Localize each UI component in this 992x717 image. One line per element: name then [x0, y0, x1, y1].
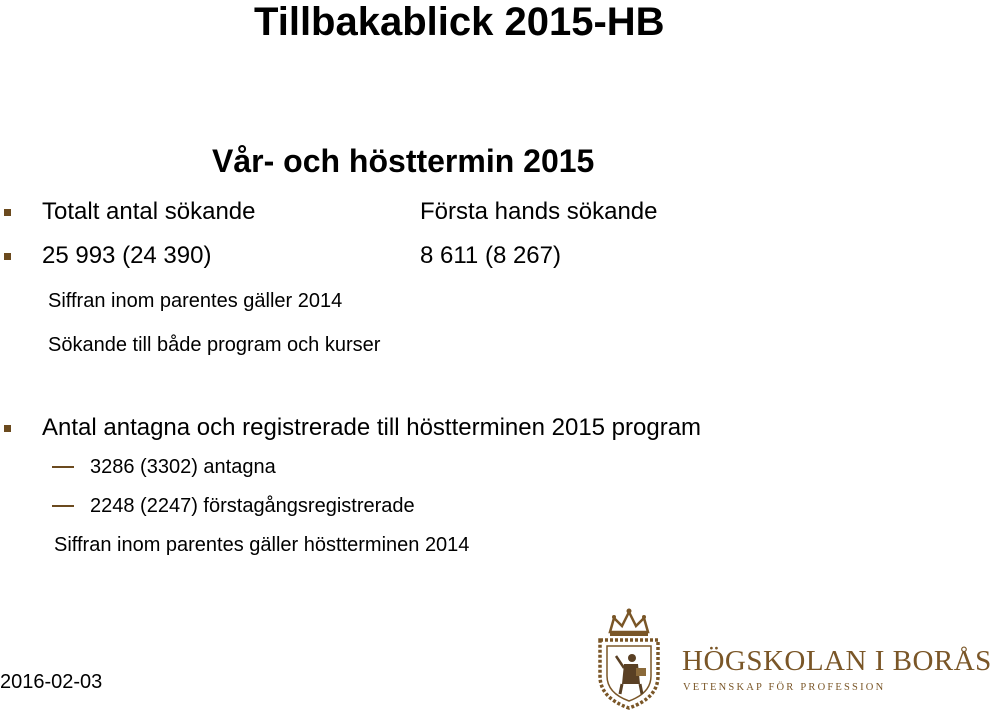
note-parentheses-autumn-2014: Siffran inom parentes gäller höstterminen 2014: [54, 534, 470, 556]
university-tagline: VETENSKAP FÖR PROFESSION: [683, 682, 886, 693]
admitted-count: 3286 (3302) antagna: [90, 456, 276, 478]
first-time-registered-count: 2248 (2247) förstagångsregistrerade: [90, 495, 415, 517]
dash-bullet-icon: [52, 505, 74, 507]
square-bullet-icon: [4, 253, 11, 260]
note-parentheses-2014: Siffran inom parentes gäller 2014: [48, 290, 343, 312]
applicants-total-value: 25 993 (24 390): [42, 242, 212, 269]
note-programs-and-courses: Sökande till både program och kurser: [48, 334, 381, 356]
square-bullet-icon: [4, 425, 11, 432]
slide-date: 2016-02-03: [0, 671, 103, 693]
applicants-total-label: Totalt antal sökande: [42, 198, 256, 225]
first-choice-applicants-label: Första hands sökande: [420, 198, 658, 225]
admitted-registered-heading: Antal antagna och registrerade till höstterminen 2015 program: [42, 414, 702, 441]
square-bullet-icon: [4, 209, 11, 216]
slide-subtitle: Vår- och hösttermin 2015: [212, 143, 595, 179]
slide-title: Tillbakablick 2015-HB: [254, 0, 665, 44]
first-choice-applicants-value: 8 611 (8 267): [420, 242, 561, 269]
university-name: HÖGSKOLAN I BORÅS: [682, 645, 992, 677]
crowned-shield-emblem-icon: [586, 606, 672, 712]
dash-bullet-icon: [52, 466, 74, 468]
university-logo: [586, 606, 992, 712]
